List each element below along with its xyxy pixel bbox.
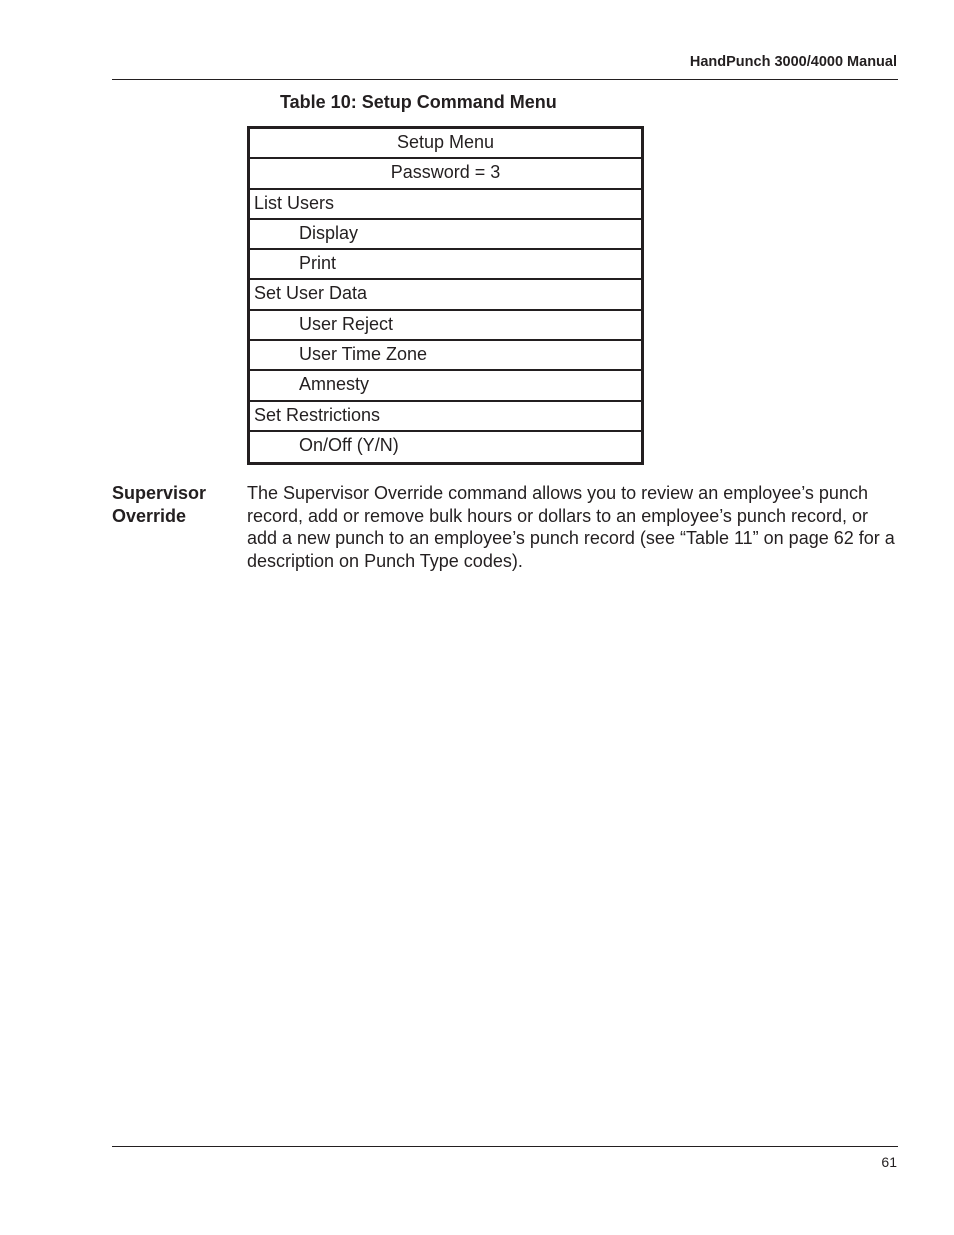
section-heading (112, 482, 237, 527)
table-row: Set Restrictions (250, 402, 641, 432)
table-row: User Reject (250, 311, 641, 341)
table-row-header: Setup Menu (250, 129, 641, 159)
table-row: Amnesty (250, 371, 641, 401)
running-header-title: HandPunch 3000/4000 Manual (689, 54, 897, 70)
section-body-text: The Supervisor Override command allows you to review an employee’s punch record, add or remove bulk hours or dollars to an employee’s punch record, or add a new punch to an employee’s punch record (see “Table 11” on page 62 for a description on Punch Type codes). (247, 483, 895, 571)
table-row: On/Off (Y/N) (299, 434, 399, 455)
table-row: Set User Data (250, 280, 641, 310)
footer-rule (112, 1146, 898, 1147)
header-rule (112, 79, 898, 80)
table-row: Print (250, 250, 641, 280)
table-row: User Time Zone (250, 341, 641, 371)
table-caption: Table 10: Setup Command Menu (280, 92, 557, 112)
table-row: Display (250, 220, 641, 250)
table-row: List Users (250, 190, 641, 220)
setup-command-menu-table (247, 126, 644, 465)
table-row-password: Password = 3 (250, 159, 641, 189)
page-number: 61 (881, 1154, 897, 1170)
section-heading-line2: Override (112, 505, 187, 526)
section-heading-line1: Supervisor (112, 483, 207, 503)
